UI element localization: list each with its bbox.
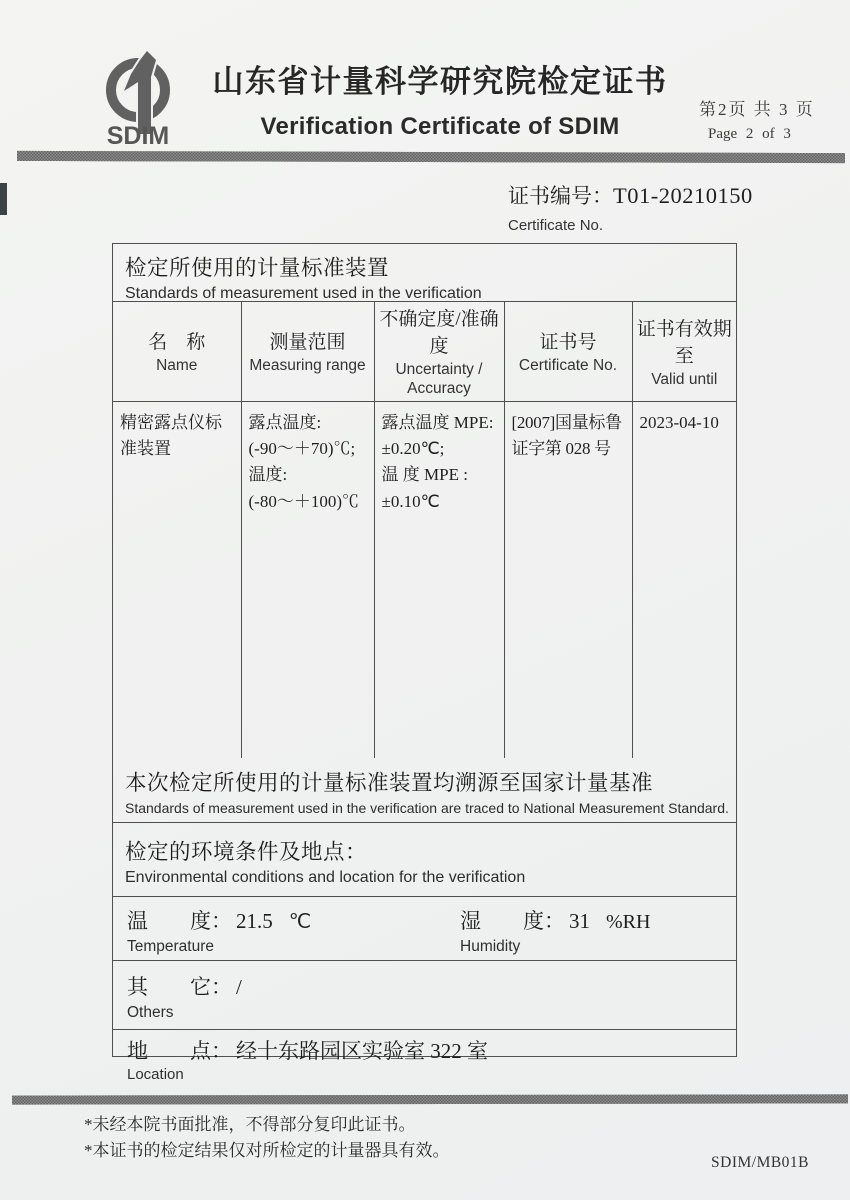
form-code: SDIM/MB01B [711,1154,810,1171]
footnote-line: *本证书的检定结果仅对所检定的计量器具有效。 [84,1141,450,1160]
standards-table [113,302,736,758]
cell-valid-until: 2023-04-10 [632,401,736,758]
traceability-statement: 本次检定所使用的计量标准装置均溯源至国家计量基准 [125,771,654,796]
location-field [113,1030,736,1085]
standards-section-header [113,244,736,302]
standards-title-en: Standards of measurement used in the verification [125,285,482,302]
certificate-number-label: 证书编号： [508,184,613,208]
cell-certificate-no: [2007]国量标鲁证字第 028 号 [504,401,632,758]
footnote-line: *未经本院书面批准，不得部分复印此证书。 [84,1115,416,1134]
temperature-label: 温 度： [127,910,232,934]
certificate-number-value: T01-20210150 [613,183,753,208]
column-header-name: 名 称 Name [113,302,241,401]
header-titles [205,56,675,141]
others-label-en: Others [127,1004,174,1022]
others-field [113,961,736,1030]
page-subtitle: Verification Certificate of SDIM [260,113,620,140]
scan-artifact [0,183,7,215]
page-number-en: Page 2 of 3 [708,126,791,142]
top-divider-bar [17,151,845,163]
certificate-number-label-en: Certificate No. [508,217,604,234]
logo-wordmark: SDIM [106,122,170,148]
traceability-section [113,758,736,823]
sdim-logo [86,50,198,148]
content-box [112,243,737,1084]
footnotes [84,1112,450,1164]
location-label: 地 点： [127,1040,232,1064]
column-header-valid-until: 证书有效期至 Valid until [632,302,736,401]
location-value: 经十东路园区实验室 322 室 [236,1039,488,1064]
environment-title-en: Environmental conditions and location for the verification [125,869,526,887]
humidity-unit: %RH [606,911,651,934]
table-header-row [113,302,736,401]
temperature-field [127,905,311,956]
standards-title: 检定所使用的计量标准装置 [125,256,390,280]
environment-values-row [113,897,736,961]
others-value: / [236,975,242,1000]
humidity-field [460,905,650,956]
cell-uncertainty: 露点温度 MPE: ±0.20℃; 温 度 MPE : ±0.10℃ [374,401,504,758]
table-row [113,401,736,758]
sdim-logo-icon [86,50,198,148]
traceability-statement-en: Standards of measurement used in the verification are traced to National Measurement Standard. [125,800,729,817]
environment-section-header [113,823,736,897]
others-label: 其 它： [127,976,232,1000]
certificate-number-block [508,180,753,234]
column-header-measuring-range: 测量范围 Measuring range [241,302,374,401]
page-number-zh: 第2页 共 3 页 [699,100,815,119]
temperature-label-en: Temperature [127,938,215,956]
location-label-en: Location [127,1066,184,1084]
page-title: 山东省计量科学研究院检定证书 [212,64,668,99]
cell-measuring-range: 露点温度: (-90～＋70)℃; 温度: (-80～＋100)℃ [241,401,374,758]
humidity-label: 湿 度： [460,910,565,934]
humidity-value: 31 [569,909,590,934]
temperature-unit: ℃ [288,911,312,934]
column-header-certificate-no: 证书号 Certificate No. [504,302,632,401]
page-number [699,95,839,143]
humidity-label-en: Humidity [460,938,521,956]
column-header-uncertainty: 不确定度/准确度 Uncertainty / Accuracy [374,302,504,401]
bottom-divider-bar [12,1094,848,1104]
environment-title: 检定的环境条件及地点： [125,840,368,865]
temperature-value: 21.5 [236,909,273,934]
cell-standard-name: 精密露点仪标准装置 [120,412,222,459]
